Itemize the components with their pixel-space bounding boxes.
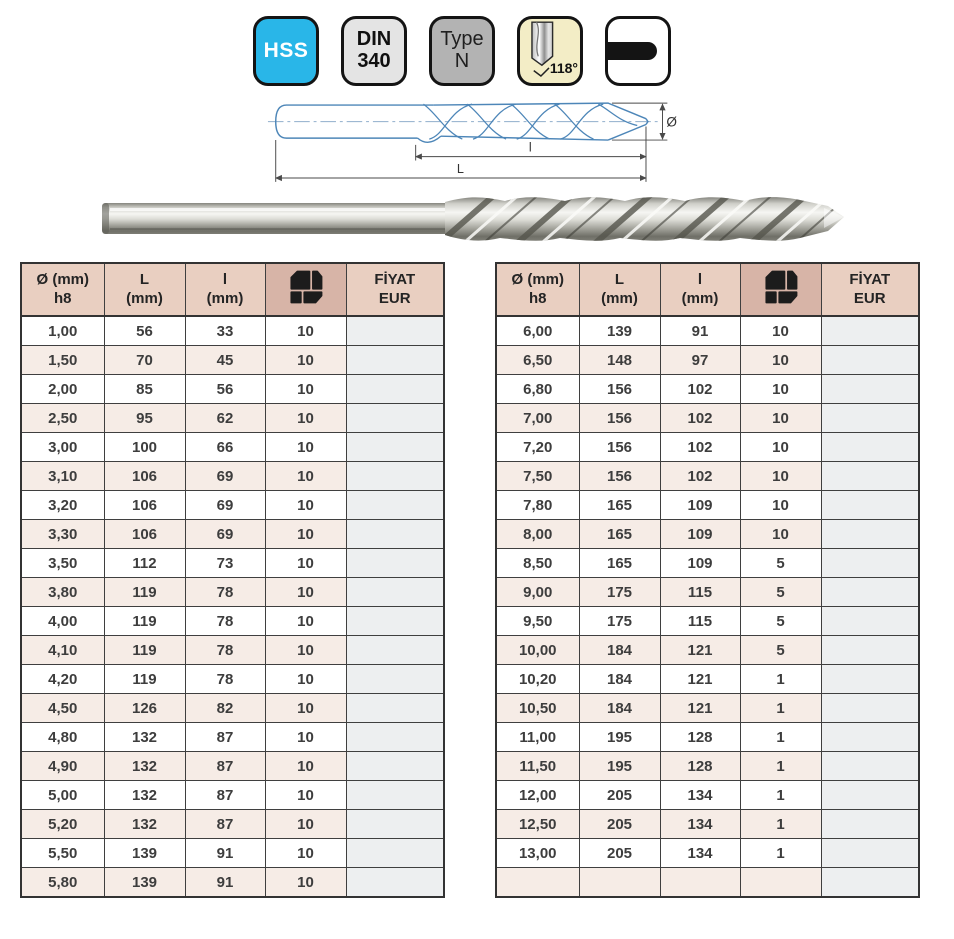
cell-package-qty: 10 <box>740 375 821 404</box>
cell-price <box>346 578 444 607</box>
table-row <box>21 723 444 752</box>
table-row <box>496 491 919 520</box>
cell-price <box>821 665 919 694</box>
cell-flute-length: 109 <box>660 549 740 578</box>
cell-package-qty: 1 <box>740 839 821 868</box>
cell-price <box>346 752 444 781</box>
cell-package-qty: 10 <box>265 491 346 520</box>
col-header-total-length: L (mm) <box>104 263 185 316</box>
cell-total-length: 184 <box>579 636 660 665</box>
cell-diameter: 10,00 <box>496 636 579 665</box>
cell-price <box>821 810 919 839</box>
badge-din340 <box>341 16 407 86</box>
table-row <box>21 549 444 578</box>
table-row <box>21 752 444 781</box>
cell-total-length: 132 <box>104 781 185 810</box>
cell-price <box>821 346 919 375</box>
cell-package-qty: 10 <box>265 694 346 723</box>
cell-diameter: 7,20 <box>496 433 579 462</box>
cell-price <box>346 375 444 404</box>
table-row <box>496 607 919 636</box>
extension-lines <box>276 103 668 182</box>
cell-total-length: 100 <box>104 433 185 462</box>
table-row <box>21 665 444 694</box>
badge-type-n <box>429 16 495 86</box>
cell-package-qty: 10 <box>265 433 346 462</box>
cell-flute-length: 78 <box>185 665 265 694</box>
cell-total-length: 119 <box>104 578 185 607</box>
cell-flute-length: 78 <box>185 578 265 607</box>
cell-total-length: 126 <box>104 694 185 723</box>
cell-total-length: 148 <box>579 346 660 375</box>
col-header-diameter: Ø (mm) h8 <box>496 263 579 316</box>
cell-package-qty: 10 <box>265 578 346 607</box>
cell-diameter <box>496 868 579 898</box>
cell-diameter: 10,20 <box>496 665 579 694</box>
cell-total-length: 85 <box>104 375 185 404</box>
cell-flute-length: 121 <box>660 694 740 723</box>
cell-package-qty: 1 <box>740 723 821 752</box>
cell-total-length: 175 <box>579 578 660 607</box>
cell-package-qty: 10 <box>265 462 346 491</box>
cell-diameter: 5,80 <box>21 868 104 898</box>
cell-package-qty: 10 <box>265 404 346 433</box>
table-row <box>21 694 444 723</box>
cell-package-qty: 10 <box>265 375 346 404</box>
cell-total-length: 132 <box>104 752 185 781</box>
table-row <box>21 636 444 665</box>
cell-total-length: 184 <box>579 694 660 723</box>
cell-diameter: 5,00 <box>21 781 104 810</box>
din-label-line2: 340 <box>357 50 391 72</box>
cell-price <box>821 752 919 781</box>
cell-package-qty: 10 <box>740 462 821 491</box>
cell-flute-length: 91 <box>185 839 265 868</box>
table-row <box>21 781 444 810</box>
cell-flute-length: 134 <box>660 781 740 810</box>
table-row <box>21 346 444 375</box>
cell-total-length: 156 <box>579 404 660 433</box>
cell-diameter: 3,20 <box>21 491 104 520</box>
cell-package-qty: 10 <box>265 839 346 868</box>
cell-flute-length: 121 <box>660 665 740 694</box>
cell-price <box>346 839 444 868</box>
cell-diameter: 12,00 <box>496 781 579 810</box>
table-row <box>496 375 919 404</box>
table-body-left <box>21 316 444 897</box>
col-header-package <box>740 263 821 316</box>
cell-total-length: 139 <box>104 839 185 868</box>
cell-total-length: 205 <box>579 781 660 810</box>
cell-price <box>821 723 919 752</box>
cell-package-qty: 10 <box>265 520 346 549</box>
table-row <box>496 549 919 578</box>
cell-package-qty: 10 <box>740 491 821 520</box>
cell-package-qty: 5 <box>740 607 821 636</box>
cell-total-length: 156 <box>579 433 660 462</box>
table-row <box>496 868 919 898</box>
table-row <box>21 607 444 636</box>
cell-flute-length: 87 <box>185 781 265 810</box>
cell-flute-length: 102 <box>660 433 740 462</box>
cell-diameter: 2,50 <box>21 404 104 433</box>
cell-diameter: 4,80 <box>21 723 104 752</box>
cell-diameter: 3,50 <box>21 549 104 578</box>
cell-total-length: 139 <box>104 868 185 898</box>
cell-flute-length: 78 <box>185 607 265 636</box>
table-row <box>21 520 444 549</box>
cell-flute-length: 128 <box>660 723 740 752</box>
table-row <box>496 752 919 781</box>
cell-price <box>346 665 444 694</box>
table-row <box>496 578 919 607</box>
cell-package-qty <box>740 868 821 898</box>
cell-package-qty: 10 <box>740 346 821 375</box>
product-photo <box>100 188 848 250</box>
table-row <box>496 404 919 433</box>
cell-price <box>821 781 919 810</box>
cell-flute-length: 121 <box>660 636 740 665</box>
cell-package-qty: 10 <box>265 723 346 752</box>
table-row <box>496 723 919 752</box>
cell-price <box>346 607 444 636</box>
cell-diameter: 6,00 <box>496 316 579 346</box>
table-row <box>496 810 919 839</box>
cell-price <box>821 868 919 898</box>
cell-diameter: 6,80 <box>496 375 579 404</box>
spec-table-right <box>495 262 920 898</box>
drill-diagram <box>266 95 680 189</box>
table-body-right <box>496 316 919 897</box>
cell-package-qty: 10 <box>265 781 346 810</box>
cell-price <box>821 316 919 346</box>
cell-total-length: 119 <box>104 665 185 694</box>
cell-price <box>346 316 444 346</box>
cell-diameter: 1,00 <box>21 316 104 346</box>
cell-package-qty: 10 <box>740 404 821 433</box>
badge-hss <box>253 16 319 86</box>
cell-flute-length: 78 <box>185 636 265 665</box>
cell-package-qty: 1 <box>740 752 821 781</box>
cell-diameter: 12,50 <box>496 810 579 839</box>
cell-flute-length: 109 <box>660 491 740 520</box>
flute-length-label: l <box>528 140 532 155</box>
cell-flute-length: 115 <box>660 578 740 607</box>
cell-total-length: 56 <box>104 316 185 346</box>
table-row <box>21 404 444 433</box>
table-row <box>496 520 919 549</box>
col-header-diameter: Ø (mm) h8 <box>21 263 104 316</box>
table-row <box>21 868 444 898</box>
cell-diameter: 13,00 <box>496 839 579 868</box>
badge-point-angle <box>517 16 583 86</box>
cell-diameter: 7,80 <box>496 491 579 520</box>
diameter-label: Ø <box>666 114 677 130</box>
cell-price <box>346 781 444 810</box>
table-row <box>21 433 444 462</box>
cell-package-qty: 1 <box>740 810 821 839</box>
cell-diameter: 11,50 <box>496 752 579 781</box>
cell-diameter: 6,50 <box>496 346 579 375</box>
cell-diameter: 3,30 <box>21 520 104 549</box>
table-row <box>21 491 444 520</box>
cell-price <box>821 491 919 520</box>
cell-diameter: 4,90 <box>21 752 104 781</box>
cell-price <box>821 520 919 549</box>
cell-price <box>346 694 444 723</box>
cell-price <box>346 346 444 375</box>
header-row <box>496 263 919 316</box>
cell-price <box>346 723 444 752</box>
table-row <box>496 665 919 694</box>
cell-flute-length <box>660 868 740 898</box>
cell-package-qty: 10 <box>265 316 346 346</box>
cell-flute-length: 33 <box>185 316 265 346</box>
table-row <box>496 462 919 491</box>
cell-flute-length: 82 <box>185 694 265 723</box>
package-icon <box>762 268 800 306</box>
type-label-line2: N <box>454 50 470 72</box>
cell-diameter: 4,20 <box>21 665 104 694</box>
table-row <box>21 375 444 404</box>
cell-total-length: 106 <box>104 491 185 520</box>
cell-flute-length: 56 <box>185 375 265 404</box>
cell-flute-length: 102 <box>660 375 740 404</box>
cell-diameter: 1,50 <box>21 346 104 375</box>
cell-flute-length: 102 <box>660 462 740 491</box>
cell-price <box>346 433 444 462</box>
cell-diameter: 4,10 <box>21 636 104 665</box>
table-row <box>496 346 919 375</box>
col-header-flute-length: l (mm) <box>185 263 265 316</box>
cell-price <box>346 636 444 665</box>
cell-flute-length: 87 <box>185 723 265 752</box>
cell-diameter: 10,50 <box>496 694 579 723</box>
cell-flute-length: 97 <box>660 346 740 375</box>
cell-diameter: 7,50 <box>496 462 579 491</box>
technical-drawing <box>266 95 680 189</box>
cell-total-length: 156 <box>579 462 660 491</box>
cell-package-qty: 1 <box>740 781 821 810</box>
cell-diameter: 9,00 <box>496 578 579 607</box>
cell-total-length: 205 <box>579 839 660 868</box>
cell-flute-length: 102 <box>660 404 740 433</box>
cell-price <box>821 607 919 636</box>
package-icon <box>287 268 325 306</box>
cell-flute-length: 115 <box>660 607 740 636</box>
cell-total-length: 132 <box>104 723 185 752</box>
cell-price <box>821 433 919 462</box>
cell-package-qty: 10 <box>265 607 346 636</box>
drill-photo <box>100 188 848 250</box>
cell-package-qty: 10 <box>740 433 821 462</box>
point-angle-label: 118° <box>549 60 578 76</box>
cell-flute-length: 87 <box>185 752 265 781</box>
table-row <box>496 433 919 462</box>
cell-package-qty: 10 <box>265 665 346 694</box>
cell-total-length: 165 <box>579 491 660 520</box>
cell-price <box>346 549 444 578</box>
cell-diameter: 5,50 <box>21 839 104 868</box>
cell-flute-length: 128 <box>660 752 740 781</box>
cell-price <box>821 839 919 868</box>
table-row <box>21 462 444 491</box>
cell-diameter: 7,00 <box>496 404 579 433</box>
table-row <box>21 578 444 607</box>
cell-total-length: 106 <box>104 520 185 549</box>
cell-package-qty: 10 <box>265 636 346 665</box>
cell-flute-length: 134 <box>660 839 740 868</box>
cell-package-qty: 10 <box>265 549 346 578</box>
cell-diameter: 3,10 <box>21 462 104 491</box>
spec-badges <box>253 16 671 86</box>
cell-diameter: 11,00 <box>496 723 579 752</box>
cell-price <box>821 462 919 491</box>
cell-package-qty: 1 <box>740 694 821 723</box>
cell-total-length: 156 <box>579 375 660 404</box>
cell-price <box>346 491 444 520</box>
cell-diameter: 3,00 <box>21 433 104 462</box>
cell-diameter: 3,80 <box>21 578 104 607</box>
cell-package-qty: 5 <box>740 636 821 665</box>
cell-flute-length: 91 <box>660 316 740 346</box>
spec-table-left <box>20 262 445 898</box>
cell-flute-length: 62 <box>185 404 265 433</box>
cell-flute-length: 73 <box>185 549 265 578</box>
cell-price <box>346 868 444 898</box>
cell-total-length: 195 <box>579 752 660 781</box>
cell-package-qty: 10 <box>265 752 346 781</box>
cell-package-qty: 10 <box>265 868 346 898</box>
cell-price <box>821 694 919 723</box>
cell-price <box>821 375 919 404</box>
din-label-line1: DIN <box>356 28 392 51</box>
table-row <box>496 694 919 723</box>
col-header-package <box>265 263 346 316</box>
col-header-total-length: L (mm) <box>579 263 660 316</box>
cell-total-length: 95 <box>104 404 185 433</box>
cell-total-length: 165 <box>579 549 660 578</box>
header-row <box>21 263 444 316</box>
table-row <box>496 781 919 810</box>
total-length-label: L <box>456 162 464 177</box>
cell-diameter: 8,50 <box>496 549 579 578</box>
cell-package-qty: 10 <box>265 810 346 839</box>
cell-diameter: 8,00 <box>496 520 579 549</box>
cell-diameter: 4,50 <box>21 694 104 723</box>
table-row <box>21 839 444 868</box>
cell-flute-length: 66 <box>185 433 265 462</box>
cell-diameter: 9,50 <box>496 607 579 636</box>
table-row <box>21 316 444 346</box>
cell-package-qty: 10 <box>265 346 346 375</box>
cell-flute-length: 69 <box>185 462 265 491</box>
cell-total-length: 195 <box>579 723 660 752</box>
table-row <box>21 810 444 839</box>
cell-total-length: 165 <box>579 520 660 549</box>
table-row <box>496 839 919 868</box>
cell-flute-length: 69 <box>185 491 265 520</box>
cell-flute-length: 87 <box>185 810 265 839</box>
table-row <box>496 636 919 665</box>
cell-package-qty: 5 <box>740 578 821 607</box>
cell-total-length: 139 <box>579 316 660 346</box>
cell-price <box>821 549 919 578</box>
cell-price <box>821 636 919 665</box>
cell-flute-length: 45 <box>185 346 265 375</box>
cell-flute-length: 69 <box>185 520 265 549</box>
cell-total-length: 119 <box>104 607 185 636</box>
col-header-price: FİYAT EUR <box>821 263 919 316</box>
cell-price <box>346 520 444 549</box>
cell-package-qty: 10 <box>740 520 821 549</box>
col-header-flute-length: l (mm) <box>660 263 740 316</box>
badge-cylindrical-shank <box>605 16 671 86</box>
cell-price <box>346 404 444 433</box>
cell-flute-length: 109 <box>660 520 740 549</box>
cell-price <box>346 462 444 491</box>
table-row <box>496 316 919 346</box>
cell-diameter: 4,00 <box>21 607 104 636</box>
cell-total-length: 184 <box>579 665 660 694</box>
type-label-line1: Type <box>440 28 484 51</box>
cell-package-qty: 10 <box>740 316 821 346</box>
cell-diameter: 5,20 <box>21 810 104 839</box>
cell-total-length: 112 <box>104 549 185 578</box>
cell-total-length: 132 <box>104 810 185 839</box>
cell-flute-length: 134 <box>660 810 740 839</box>
cell-total-length: 175 <box>579 607 660 636</box>
cell-total-length <box>579 868 660 898</box>
cell-total-length: 119 <box>104 636 185 665</box>
cell-package-qty: 1 <box>740 665 821 694</box>
cell-price <box>821 404 919 433</box>
cell-price <box>821 578 919 607</box>
col-header-price: FİYAT EUR <box>346 263 444 316</box>
cell-price <box>346 810 444 839</box>
cell-total-length: 205 <box>579 810 660 839</box>
cylindrical-shank-icon <box>608 42 657 60</box>
cell-diameter: 2,00 <box>21 375 104 404</box>
hss-label: HSS <box>263 39 309 62</box>
cell-total-length: 106 <box>104 462 185 491</box>
cell-flute-length: 91 <box>185 868 265 898</box>
cell-package-qty: 5 <box>740 549 821 578</box>
cell-total-length: 70 <box>104 346 185 375</box>
